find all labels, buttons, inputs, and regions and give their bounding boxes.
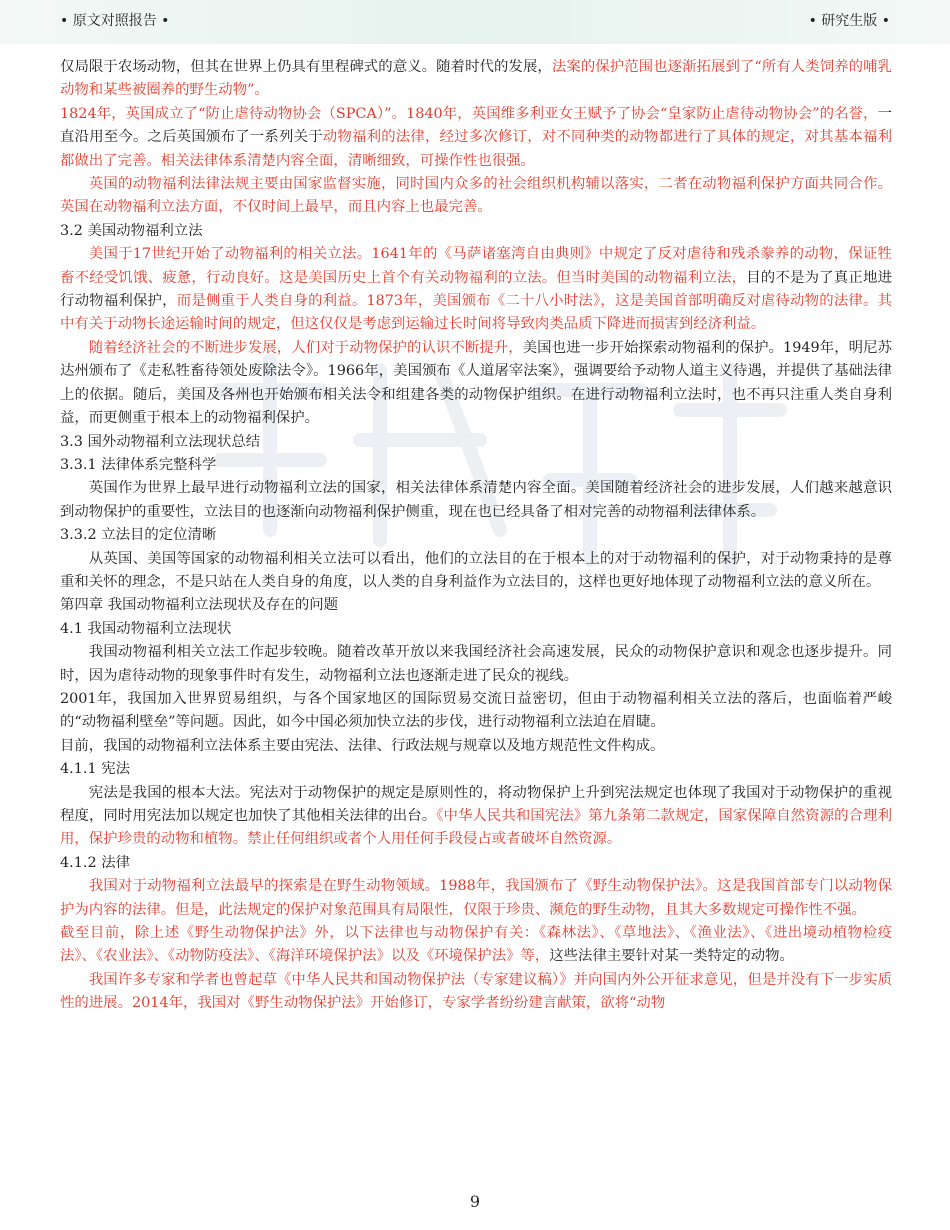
report-body <box>60 56 892 1016</box>
matched-text-run: 法案的保护范围也逐渐拓展到了“所有人类饲养的哺乳动物和某些被圈养的野生动物”。 <box>60 59 892 99</box>
paragraph <box>60 477 892 524</box>
matched-text-run: 而是侧重于人类自身的利益。1873年，美国颁布《二十八小时法》，这是美国首部明确反对虐待动物的法律。其中有关于动物长途运输时间的规定，但这仅仅是考虑到运输过长时间将导致肉类品质下降进而损害到经济利益。 <box>60 293 892 333</box>
matched-text-run: 1824年，英国成立了“防止虐待动物协会（SPCA）”。1840年，英国维多利亚女王赋予了协会“皇家防止虐待动物协会”的名誉， <box>60 105 878 122</box>
paragraph <box>60 922 892 969</box>
text-run: 宪法是我国的根本大法。宪法对于动物保护的规定是原则性的，将动物保护上升到宪法规定也体现了我国对于动物保护的重视程度，同时用宪法加以规定也加快了其他相关法律的出台。 <box>60 784 892 824</box>
paragraph <box>60 969 892 1016</box>
matched-text-run: 动物福利的法律，经过多次修订，对不同种类的动物都进行了具体的规定，对其基本福利都做出了完善。相关法律体系清楚内容全面，清晰细致，可操作性也很强。 <box>60 129 892 169</box>
text-run: 英国作为世界上最早进行动物福利立法的国家，相关法律体系清楚内容全面。美国随着经济社会的进步发展，人们越来越意识到动物保护的重要性，立法目的也逐渐向动物福利保护侧重，现在也已经具备了相对完善的动物福利法律体系。 <box>60 480 892 520</box>
text-run: 仅局限于农场动物，但其在世界上仍具有里程碑式的意义。随着时代的发展， <box>60 59 552 75</box>
paragraph <box>60 618 892 641</box>
text-run: 这些法律主要针对某一类特定的动物。 <box>549 948 794 965</box>
paragraph <box>60 782 892 852</box>
text-run: 美国也进一步开始探索动物福利的保护。1949年，明尼苏达州颁布了《走私牲畜待领处废除法令》。1966年，美国颁布《人道屠宰法案》，强调要给予动物人道主义待遇，并提供了基础法律上的依据。随后，美国及各州也开始颁布相关法令和组建各类的动物保护组织。在进行动物福利立法时，也不再只注重人类自身利益，而更侧重于根本上的动物福利保护。 <box>60 339 892 427</box>
paragraph <box>60 688 892 735</box>
paragraph <box>60 852 892 875</box>
matched-text-run: 我国许多专家和学者也曾起草《中华人民共和国动物保护法（专家建议稿）》并向国内外公开征求意见，但是并没有下一步实质性的进展。2014年，我国对《野生动物保护法》开始修订，专家学者纷纷建言献策，欲将“动物 <box>60 971 892 1012</box>
text-run: 4.1.1 宪法 <box>60 761 130 778</box>
text-run: 3.2 美国动物福利立法 <box>60 222 203 239</box>
page-number: 9 <box>469 1192 481 1211</box>
matched-text-run: 随着经济社会的不断进步发展，人们对于动物保护的认识不断提升， <box>88 339 523 356</box>
matched-text-run: 《中华人民共和国宪法》第九条第二款规定，国家保障自然资源的合理利用，保护珍贵的动物和植物。禁止任何组织或者个人用任何手段侵占或者破坏自然资源。 <box>60 808 892 848</box>
text-run: 第四章 我国动物福利立法现状及存在的问题 <box>60 597 338 614</box>
paragraph <box>60 758 892 781</box>
text-run: 3.3.1 法律体系完整科学 <box>60 456 217 473</box>
matched-text-run: 我国对于动物福利立法最早的探索是在野生动物领域。1988年，我国颁布了《野生动物保护法》。这是我国首部专门以动物保护为内容的法律。但是，此法规定的保护对象范围具有局限性，仅限于珍贵、 <box>60 878 892 918</box>
paragraph <box>60 548 892 595</box>
text-run: 3.3.2 立法目的定位清晰 <box>60 527 217 544</box>
paragraph <box>60 524 892 547</box>
paragraph <box>60 243 892 337</box>
paragraph <box>60 56 892 103</box>
matched-text-run: 美国于17世纪开始了动物福利的相关立法。1641年的《马萨诸塞湾自由典则》中规定了反对虐待和残杀豢养的动物，保证牲畜不经受饥饿、疲惫，行动良好。这是美国历史上首个有关动物福利的立法。但当时美国的动物福利立法， <box>60 246 892 286</box>
paragraph <box>60 454 892 477</box>
text-run: 目的不是为了真正地进行动物福利保护， <box>60 269 892 310</box>
paragraph <box>60 594 892 617</box>
paragraph <box>60 337 892 431</box>
paragraph <box>60 173 892 220</box>
paragraph <box>60 220 892 243</box>
paragraph <box>60 641 892 688</box>
matched-text-run: 英国的动物福利法律法规主要由国家监督实施，同时国内众多的社会组织机构辅以落实，二者在动物福利保护方面共同合作。英国在动物福利立法方面，不仅时间上最早，而且内容上也最完善。 <box>60 176 892 216</box>
text-run: 一直沿用至今。之后英国颁布了一系列关于 <box>60 105 892 146</box>
text-run: 从英国、美国等国家的动物福利相关立法可以看出，他们的立法目的在于根本上的对于动物福利的保护，对于动物秉持的是尊重和关怀的理念，不是只站在人类自身的角度，以人类的自身利益作为立法目的，这样也更好地体现了动物福利立法的意义所在。 <box>60 550 892 590</box>
matched-text-run: 截至目前，除上述《野生动物保护法》外，以下法律也与动物保护有关：《森林法》、《草地法》、《渔业法》、《进出境动植物检疫法》、《农业法》、《动物防疫法》、《海洋环境保护法》以及《环境保护法》等， <box>60 925 892 965</box>
paragraph <box>60 875 892 922</box>
matched-text-run: 濒危的野生动物，且其大多数规定可操作性不强。 <box>549 901 866 918</box>
paragraph <box>60 735 892 758</box>
text-run: 我国动物福利相关立法工作起步较晚。随着改革开放以来我国经济社会高速发展，民众的动物保护意识和观念也逐步提升。同时，因为虐待动物的现象事件时有发生，动物福利立法也逐渐走进了民众的视线。 <box>60 644 892 684</box>
header-right-label: • 研究生版 • <box>808 13 890 29</box>
text-run: 3.3 国外动物福利立法现状总结 <box>60 433 261 450</box>
text-run: 目前，我国的动物福利立法体系主要由宪法、法律、行政法规与规章以及地方规范性文件构成。 <box>60 737 665 754</box>
text-run: 2001年，我国加入世界贸易组织，与各个国家地区的国际贸易交流日益密切，但由于动物福利相关立法的落后，也面临着严峻的“动物福利壁垒”等问题。因此，如今中国必须加快立法的步伐，进行动物福利立法迫在眉睫。 <box>60 690 892 731</box>
text-run: 4.1.2 法律 <box>60 854 130 871</box>
text-run: 4.1 我国动物福利立法现状 <box>60 620 232 637</box>
paragraph <box>60 103 892 173</box>
header-left-label: • 原文对照报告 • <box>60 13 170 29</box>
paragraph <box>60 431 892 454</box>
